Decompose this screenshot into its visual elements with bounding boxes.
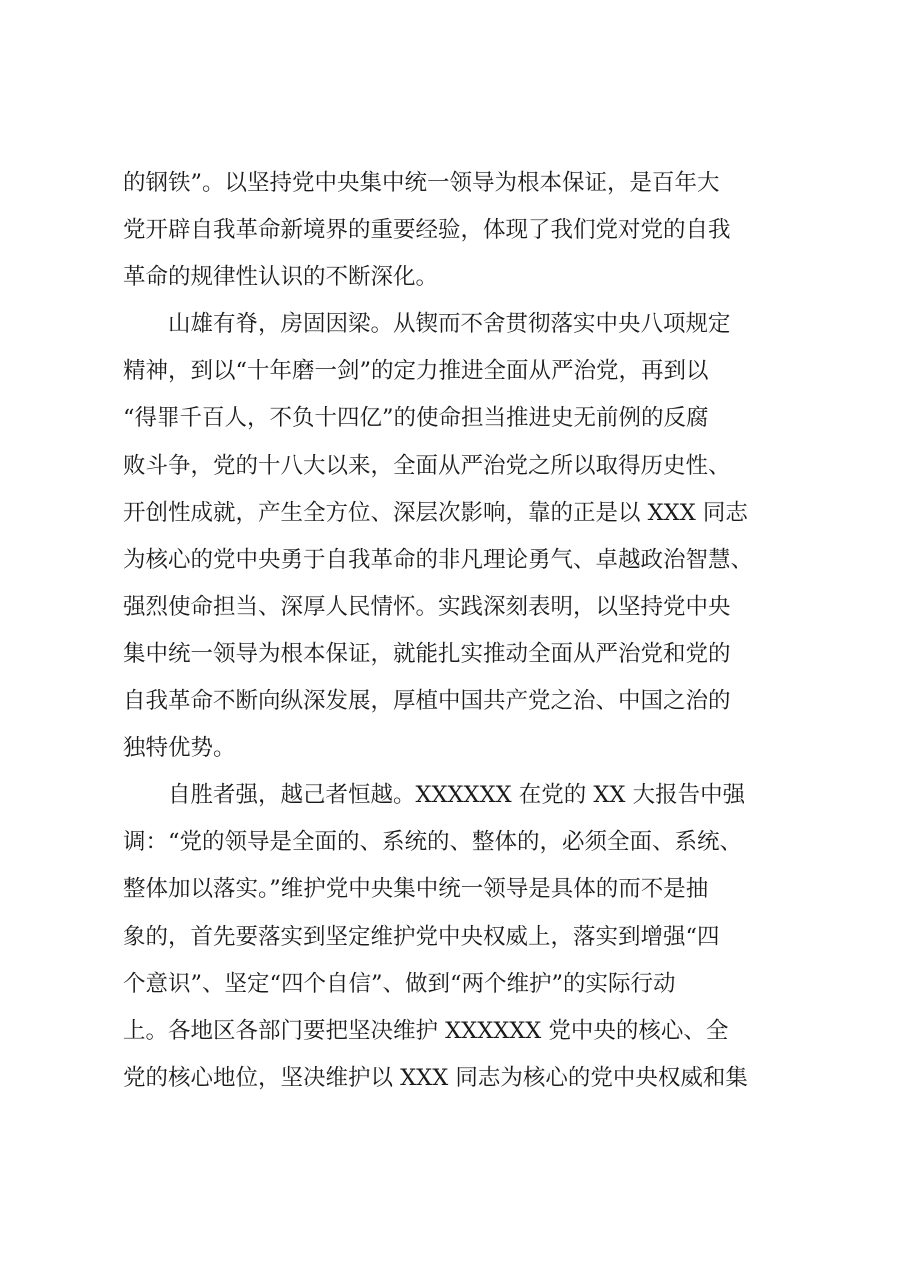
paragraph-2 bbox=[123, 301, 795, 772]
text-line: 整体加以落实。”维护党中央集中统一领导是具体的而不是抽 bbox=[123, 876, 709, 903]
text-line: 个意识”、坚定“四个自信”、做到“两个维护”的实际行动 bbox=[123, 970, 676, 997]
document-body bbox=[123, 160, 795, 1102]
text-line: 自胜者强，越己者恒越。XXXXXX 在党的 XX 大报告中强 bbox=[168, 782, 746, 809]
text-line: 的钢铁”。以坚持党中央集中统一领导为根本保证，是百年大 bbox=[123, 170, 720, 196]
paragraph-3 bbox=[123, 772, 795, 1102]
text-line: 强烈使命担当、深厚人民情怀。实践深刻表明，以坚持党中央 bbox=[123, 593, 731, 620]
text-line: 开创性成就，产生全方位、深层次影响，靠的正是以 XXX 同志 bbox=[123, 499, 748, 526]
text-line: 调：“党的领导是全面的、系统的、整体的，必须全面、系统、 bbox=[123, 829, 743, 856]
text-line: 党开辟自我革命新境界的重要经验，体现了我们党对党的自我 bbox=[123, 217, 731, 244]
text-line: 独特优势。 bbox=[123, 735, 236, 762]
text-line: 象的，首先要落实到坚定维护党中央权威上，落实到增强“四 bbox=[123, 923, 720, 950]
text-line: 山雄有脊，房固因梁。从锲而不舍贯彻落实中央八项规定 bbox=[168, 311, 731, 338]
text-line: 败斗争，党的十八大以来，全面从严治党之所以取得历史性、 bbox=[123, 452, 731, 479]
text-line: 革命的规律性认识的不断深化。 bbox=[123, 264, 439, 291]
text-line: 集中统一领导为根本保证，就能扎实推动全面从严治党和党的 bbox=[123, 640, 731, 667]
text-line: 自我革命不断向纵深发展，厚植中国共产党之治、中国之治的 bbox=[123, 688, 731, 715]
text-line: 上。各地区各部门要把坚决维护 XXXXXX 党中央的核心、全 bbox=[123, 1017, 729, 1044]
text-line: 精神，到以“十年磨一剑”的定力推进全面从严治党，再到以 bbox=[123, 358, 709, 385]
text-line: “得罪千百人，不负十四亿”的使命担当推进史无前例的反腐 bbox=[123, 405, 709, 432]
text-line: 党的核心地位，坚决维护以 XXX 同志为核心的党中央权威和集 bbox=[123, 1064, 748, 1091]
paragraph-1 bbox=[123, 160, 795, 301]
text-line: 为核心的党中央勇于自我革命的非凡理论勇气、卓越政治智慧、 bbox=[123, 546, 754, 573]
